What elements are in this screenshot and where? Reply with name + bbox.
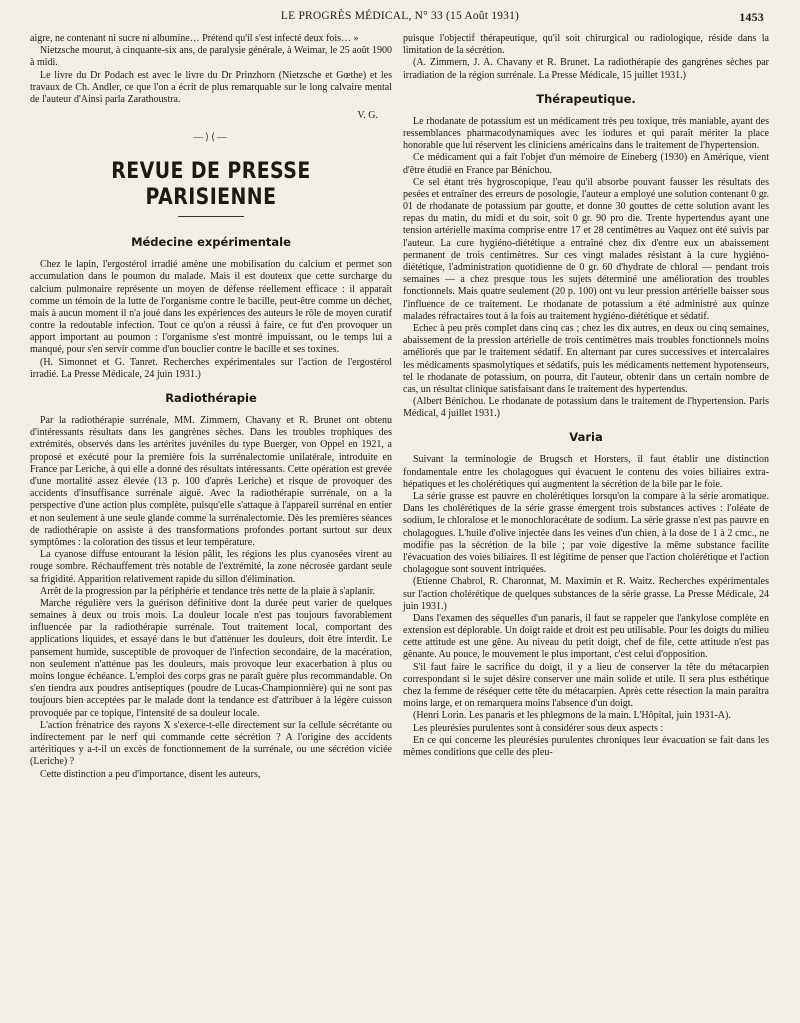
title-rule (178, 216, 244, 217)
citation: (Henri Lorin. Les panaris et les phlegmons de la main. L'Hôpital, juin 1931-A). (413, 710, 731, 722)
paragraph: Echec à peu près complet dans cinq cas ; chez les dix autres, en deux ou cinq semaines, abaissement de la pression artérielle de trois centimètres mais troubles fonctionnels moins améliorés que par le traitement sédatif. En alternant par cures successives et intercalaires les médicaments spasmolytiques et sédatifs, puis les médicaments nettement hypotenseurs, tel le rhodanate de potassium, on pourra, dit l'auteur, obtenir dans un certain nombre de cas, un résultat clinique satisfaisant dans le traitement des hypertendus. (403, 322, 769, 395)
paragraph: Chez le lapin, l'ergostérol irradié amène une mobilisation du calcium et permet son accumulation dans le poumon du malade. Mais il est douteux que cette surcharge du calcium pulmonaire représente un moyen de défense réellement efficace : il apparaît comme un témoin de la lutte de l'organisme contre le bacille, peut-être comme un déchet, mais à aucun moment il n'a joué dans les expériences des auteurs le rôle de moyen curatif contre la redoutable infection. Tout ce qu'on a réussi à faire, ce fut d'en provoquer un apport important au poumon : l'organisme s'est montré impuissant, ou le temps lui a manqué, pour s'en servir comme d'un bouclier contre le bacille et ses toxines. (30, 259, 392, 356)
running-header (36, 10, 764, 26)
intro-paragraph: Nietzsche mourut, à cinquante-six ans, de paralysie générale, à Weimar, le 25 août 1900 à midi. (30, 45, 392, 69)
intro-paragraph: aigre, ne contenant ni sucre ni albumine… Prétend qu'il s'est infecté deux fois… » (30, 33, 359, 44)
paragraph: Les pleurésies purulentes sont à considérer sous deux aspects : (413, 722, 664, 734)
paragraph: Par la radiothérapie surrénale, MM. Zimmern, Chavany et R. Brunet ont obtenu d'intéressants résultats dans les gangrènes sèches. Dans les troubles trophiques des extrémités, observés dans les artérites juvéniles du type Buerger, von Oppel en 1921, a proposé et exécuté pour la première fois la surrénalectomie unilatérale, introduite en France par Leriche, à qui elle a donné des résultats intéressants. Cette opération est grevée d'une mortalité assez élevée (13 p. 100 d'après Leriche) et risque de provoquer des accidents d'insuffisance surrénale aiguë. Avec la radiothérapie surrénale, on a la perspective d'une action plus complète, puisqu'elle s'attaque à l'appareil surrénal en entier et non seulement à une seule glande comme la surrénalectomie. Dès les premières séances de radiothérapie on assiste à des transformations profondes portant surtout sur deux symptômes : la coloration des tissus et leur température. (30, 415, 392, 548)
intro-paragraph: Le livre du Dr Podach est avec le livre du Dr Prinzhorn (Nietzsche et Gœthe) et les travaux de Ch. Andler, ce que l'on a écrit de plus remarquable sur le long calvaire mental de l'auteur d'Ainsi parla Zarathoustra. (30, 69, 392, 105)
heading-radiotherapie: Radiothérapie (165, 391, 257, 406)
paragraph: Cette distinction a peu d'importance, disent les auteurs, (40, 768, 261, 780)
paragraph: La série grasse est pauvre en cholérétiques lorsqu'on la compare à la série aromatique. Dans les cholérétiques de la série grasse émergent trois substances actives : l'oléate de sodium, le chloralose et le monochloracétate de sodium. La série grasse n'est pas pauvre en cholagogues. L'huile d'olive injectée dans les veines d'un chien, à la dose de 1 à 2 cmc., ne modifie pas la sécrétion de la bile ; par voie digestive la même substance facilite l'évacuation des voies biliaires. Il est légitime de penser que l'action cholérétique et l'action cholagogue sont souvent intriquées. (403, 491, 769, 576)
paragraph: Le rhodanate de potassium est un médicament très peu toxique, très maniable, ayant des ressemblances pharmacodynamiques avec les iodures et qui paraît mériter la place honorable que lui réservent les cliniciens américains dans le traitement de l'hypertension. (403, 115, 769, 152)
paragraph: S'il faut faire le sacrifice du doigt, il y a lieu de conserver la tête du métacarpien correspondant si le sujet désire conserver une main solide et utile. Il sera plus esthétique chez la femme de réséquer cette tête du métacarpien. Après cette résection la main paraîtra moins large, et on remarquera moins l'absence d'un doigt. (403, 661, 769, 710)
paragraph: Marche régulière vers la guérison définitive dont la durée peut varier de quelques semaines à deux ou trois mois. La douleur locale n'est pas toujours favorablement influencée par la radiothérapie surrénale. Tout traitement local, comportant des applications liquides, et essayé dans le but d'atténuer les douleurs, doit être interdit. Le pansement humide, susceptible de provoquer de l'infection secondaire, de la macération, non seulement n'atténue pas les douleurs, mais provoque leur exacerbation à plus ou moins longue échéance. L'emploi des corps gras ne paraît guère plus recommandable. On s'en tiendra aux poudres antiseptiques (poudre de Lucas-Championnière) qui ne sont pas toujours bien acceptées par le malade dont la tendance est d'attribuer à la légère cuisson provoquée par ce topique, l'intensité de sa douleur locale. (30, 597, 392, 719)
signature: V. G. (357, 110, 378, 122)
paragraph: L'action frénatrice des rayons X s'exerce-t-elle directement sur la cellule sécrétante ou indirectement par le nerf qui commande cette sécrétion ? A l'origine des accidents artéritiques y a-t-il un excès de fonctionnement de la surrénale, ou une sécrétion viciée (Leriche) ? (30, 719, 392, 768)
paragraph: Ce sel étant très hygroscopique, l'eau qu'il absorbe pouvant fausser les résultats des pesées et entraîner des erreurs de posologie, l'auteur a employé une solution contenant 0 gr. 01 de rhodanate de potassium par goutte, et donne 30 gouttes de cette solution avant les repas du matin, du midi et du soir, soit 0 gr. 90 pro die. Trente hypertendus ayant une tension artérielle maxima comprise entre 17 et 28 centimètres au Vaquez ont été suivis par l'auteur. La cure hygiéno-diététique a entraîné chez dix d'entre eux un abaissement permanent de trois centimètres. Sur ces vingt malades résistant à la cure hygiéno-diététique, l'administration quotidienne de 0 gr. 60 d'hydrate de chloral — pendant trois semaines — a chez presque tous les sujets déterminé une amélioration des troubles fonctionnels. Mais quatre seulement (20 p. 100) ont vu leur pression artérielle baisser sous l'influence de ce traitement. Le rhodanate de potassium a été administré aux quinze malades réfractaires tout à la fois au traitement hygiéno-diététique et sédatif. (403, 176, 769, 322)
page-number: 1453 (739, 10, 764, 24)
paragraph: Arrêt de la progression par la périphérie et tendance très nette de la plaie à s'aplanir. (40, 585, 375, 597)
paragraph: La cyanose diffuse entourant la lésion pâlit, les régions les plus cyanosées virent au rouge sombre. Réchauffement très notable de l'extrémité, la zone nécrosée gardant seule sa frigidité. Apparition relativement rapide du sillon d'élimination. (30, 549, 392, 585)
heading-therapeutique: Thérapeutique. (536, 91, 636, 106)
paragraph: Dans l'examen des séquelles d'un panaris, il faut se rappeler que l'ankylose complète en extension est déplorable. Un doigt raide et droit est peu utilisable. Pour les doigts du milieu cette attitude est une gêne. Au niveau du petit doigt, chef de file, cette attitude n'est pas gênante. Au pouce, le mouvement le plus important, c'est celui d'opposition. (403, 612, 769, 661)
heading-varia: Varia (569, 430, 603, 445)
section-title: REVUE DE PRESSE PARISIENNE (111, 158, 311, 211)
paragraph: Ce médicament qui a fait l'objet d'un mémoire de Eineberg (1930) en Amérique, vient d'être étudié en France par Bénichou. (403, 152, 769, 176)
paragraph: Suivant la terminologie de Brugsch et Horsters, il faut établir une distinction fondamentale entre les cholagogues qui évacuent le contenu des voies biliaires extra-hépatiques et les cholérétiques qui augmentent la sécrétion de la bile par le foie. (403, 454, 769, 490)
running-title: LE PROGRÈS MÉDICAL, N° 33 (15 Août 1931) (280, 10, 520, 22)
paragraph: puisque l'objectif thérapeutique, qu'il soit chirurgical ou radiologique, réside dans la limitation de la sécrétion. (403, 33, 769, 57)
paragraph: En ce qui concerne les pleurésies purulentes chroniques leur évacuation se fait dans les mêmes conditions que celle des pleu- (403, 734, 769, 758)
citation: (Etienne Chabrol, R. Charonnat, M. Maximin et R. Waitz. Recherches expérimentales sur l'action cholérétique de quelques substances de la série grasse. La Presse Médicale, 24 juin 1931.) (403, 576, 769, 612)
left-column (30, 33, 392, 781)
citation: (H. Simonnet et G. Tanret. Recherches expérimentales sur l'action de l'ergostérol irradié. La Presse Médicale, 24 juin 1931.) (30, 356, 392, 380)
divider-ornament: —⟩⟨— (193, 132, 229, 144)
right-column (403, 33, 769, 759)
citation: (Albert Bénichou. Le rhodanate de potassium dans le traitement de l'hypertension. Paris Médical, 4 juillet 1931.) (403, 396, 769, 420)
heading-medecine-experimentale: Médecine expérimentale (131, 235, 291, 250)
citation: (A. Zimmern, J. A. Chavany et R. Brunet. La radiothérapie des gangrènes sèches par irradiation de la région surrénale. La Presse Médicale, 15 juillet 1931.) (403, 57, 769, 81)
